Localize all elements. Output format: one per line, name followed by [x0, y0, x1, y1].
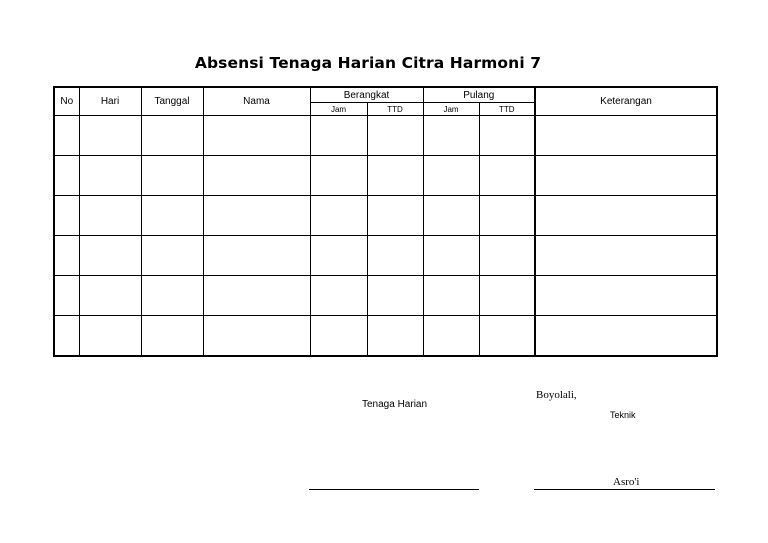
signature-city: Boyolali,: [536, 389, 577, 401]
attendance-table: [53, 86, 718, 357]
signature-left-label: Tenaga Harian: [362, 399, 428, 410]
header-keterangan: Keterangan: [535, 87, 717, 116]
table-cell: [54, 276, 79, 316]
table-cell: [367, 276, 423, 316]
table-cell: [79, 196, 141, 236]
table-cell: [310, 156, 367, 196]
header-no: No: [54, 87, 79, 116]
table-cell: [79, 236, 141, 276]
table-cell: [203, 196, 310, 236]
table-body: [54, 116, 717, 357]
table-cell: [203, 156, 310, 196]
table-cell: [423, 116, 479, 156]
table-cell: [141, 196, 203, 236]
header-nama: Nama: [203, 87, 310, 116]
table-cell: [423, 236, 479, 276]
table-cell: [54, 156, 79, 196]
header-berangkat-ttd: TTD: [367, 103, 423, 116]
table-cell: [79, 276, 141, 316]
header-berangkat: Berangkat: [310, 87, 423, 103]
table-cell: [54, 196, 79, 236]
table-cell: [79, 316, 141, 357]
table-cell: [479, 276, 535, 316]
table-cell: [310, 236, 367, 276]
header-pulang: Pulang: [423, 87, 535, 103]
page-title: Absensi Tenaga Harian Citra Harmoni 7: [194, 54, 542, 72]
table-row: [54, 116, 717, 156]
signature-line-left: [309, 489, 479, 490]
signature-right-label: Teknik: [610, 410, 636, 420]
table-cell: [535, 156, 717, 196]
header-tanggal: Tanggal: [141, 87, 203, 116]
table-cell: [367, 196, 423, 236]
table-cell: [310, 196, 367, 236]
table-cell: [141, 156, 203, 196]
header-pulang-jam: Jam: [423, 103, 479, 116]
table-cell: [141, 316, 203, 357]
table-cell: [479, 196, 535, 236]
table-cell: [203, 316, 310, 357]
table-cell: [535, 196, 717, 236]
table-cell: [310, 316, 367, 357]
table-cell: [367, 316, 423, 357]
table-cell: [535, 116, 717, 156]
table-cell: [310, 116, 367, 156]
table-row: [54, 236, 717, 276]
table-cell: [423, 156, 479, 196]
table-cell: [535, 276, 717, 316]
table-cell: [367, 116, 423, 156]
table-cell: [203, 236, 310, 276]
table-cell: [203, 276, 310, 316]
table-cell: [79, 156, 141, 196]
table-cell: [479, 236, 535, 276]
table-cell: [54, 236, 79, 276]
table-cell: [479, 116, 535, 156]
table-cell: [367, 236, 423, 276]
table-cell: [141, 236, 203, 276]
table-cell: [423, 276, 479, 316]
table-cell: [141, 276, 203, 316]
table-cell: [79, 116, 141, 156]
table-cell: [479, 316, 535, 357]
table-cell: [367, 156, 423, 196]
header-pulang-ttd: TTD: [479, 103, 535, 116]
table-row: [54, 196, 717, 236]
table-cell: [535, 236, 717, 276]
signature-line-right: [534, 489, 715, 490]
table-cell: [310, 276, 367, 316]
table-cell: [479, 156, 535, 196]
signature-right-name: Asro'i: [613, 476, 640, 488]
table-row: [54, 316, 717, 357]
table-row: [54, 276, 717, 316]
table-cell: [423, 196, 479, 236]
table-row: [54, 156, 717, 196]
table-cell: [535, 316, 717, 357]
table-cell: [54, 316, 79, 357]
header-hari: Hari: [79, 87, 141, 116]
header-berangkat-jam: Jam: [310, 103, 367, 116]
table-cell: [423, 316, 479, 357]
table-cell: [141, 116, 203, 156]
table-cell: [54, 116, 79, 156]
table-cell: [203, 116, 310, 156]
